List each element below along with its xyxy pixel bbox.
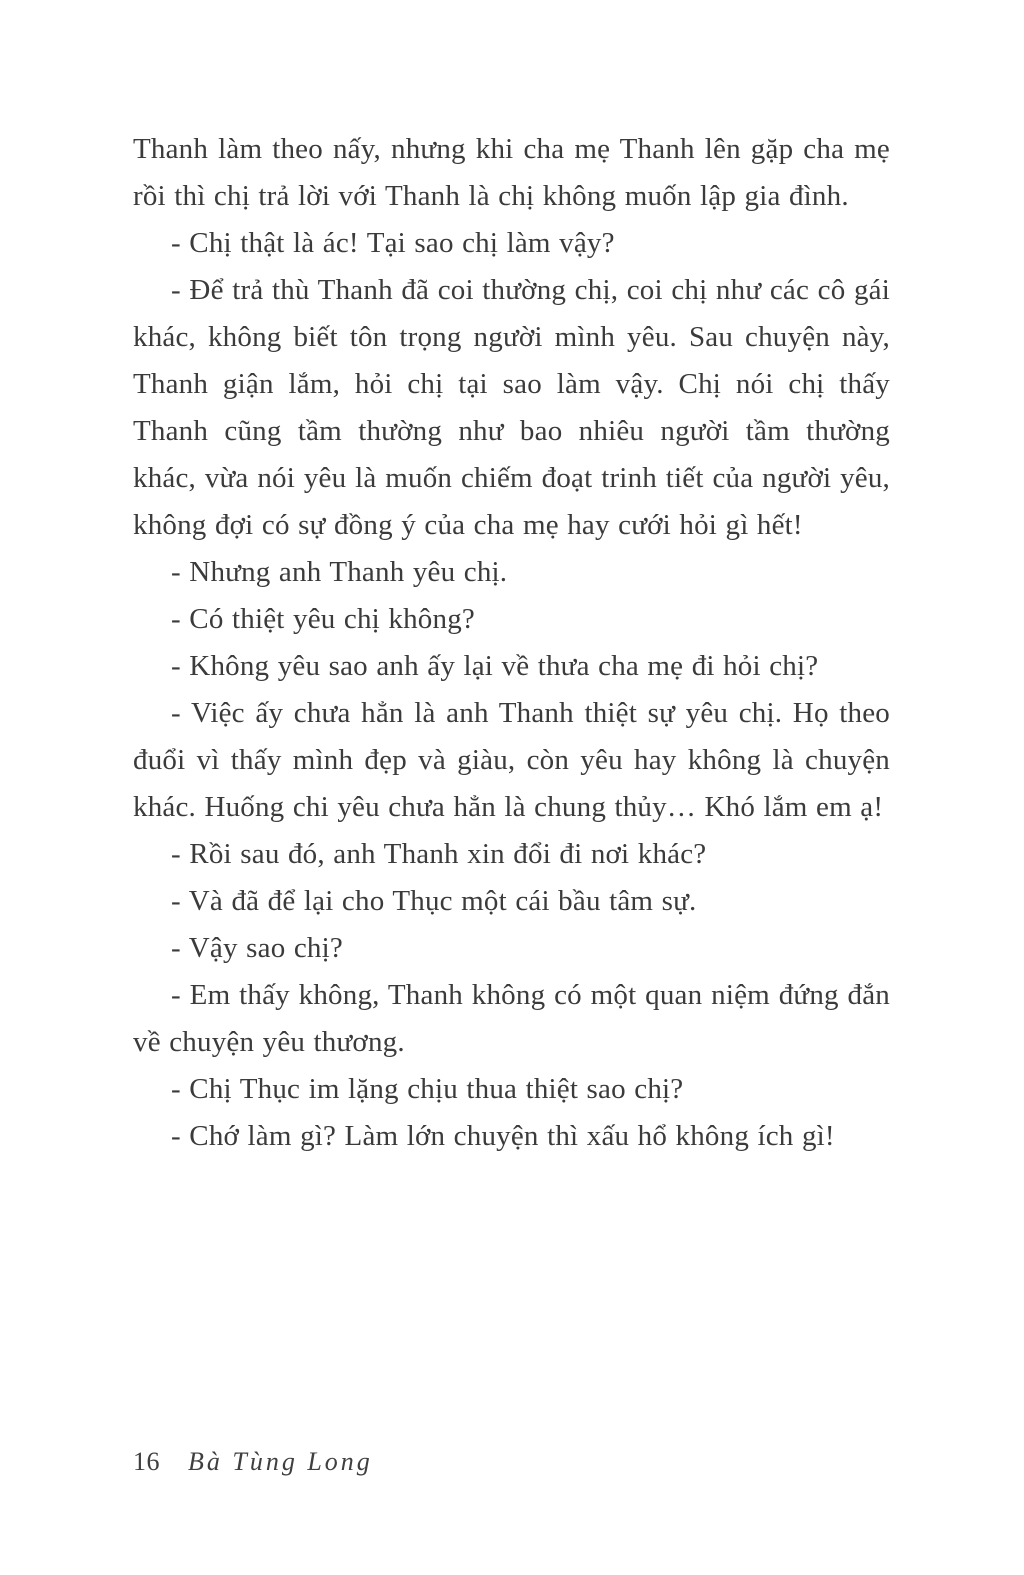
paragraph: - Chị thật là ác! Tại sao chị làm vậy?	[171, 227, 615, 259]
paragraph: - Rồi sau đó, anh Thanh xin đổi đi nơi khác?	[171, 838, 707, 870]
page-footer	[133, 1447, 373, 1477]
paragraph: - Việc ấy chưa hẳn là anh Thanh thiệt sự yêu chị. Họ theo đuổi vì thấy mình đẹp và giàu, còn yêu hay không là chuyện khác. Huống chi yêu chưa hẳn là chung thủy… Khó lắm em ạ!	[133, 697, 890, 823]
paragraph: - Chị Thục im lặng chịu thua thiệt sao chị?	[171, 1073, 684, 1105]
paragraph: - Vậy sao chị?	[171, 932, 343, 964]
footer-author: Bà Tùng Long	[188, 1447, 373, 1476]
page-number: 16	[133, 1447, 160, 1476]
paragraph: - Em thấy không, Thanh không có một quan niệm đứng đắn về chuyện yêu thương.	[133, 979, 890, 1058]
paragraph: - Có thiệt yêu chị không?	[171, 603, 475, 635]
paragraph: - Chớ làm gì? Làm lớn chuyện thì xấu hổ không ích gì!	[171, 1120, 835, 1152]
paragraph: - Không yêu sao anh ấy lại về thưa cha mẹ đi hỏi chị?	[171, 650, 819, 682]
paragraph: - Nhưng anh Thanh yêu chị.	[171, 556, 508, 588]
paragraph: - Để trả thù Thanh đã coi thường chị, coi chị như các cô gái khác, không biết tôn trọng người mình yêu. Sau chuyện này, Thanh giận lắm, hỏi chị tại sao làm vậy. Chị nói chị thấy Thanh cũng tầm thường như bao nhiêu người tầm thường khác, vừa nói yêu là muốn chiếm đoạt trinh tiết của người yêu, không đợi có sự đồng ý của cha mẹ hay cưới hỏi gì hết!	[133, 274, 890, 541]
paragraph: Thanh làm theo nấy, nhưng khi cha mẹ Thanh lên gặp cha mẹ rồi thì chị trả lời với Thanh là chị không muốn lập gia đình.	[133, 133, 890, 212]
paragraph: - Và đã để lại cho Thục một cái bầu tâm sự.	[171, 885, 697, 917]
page-text-block	[133, 126, 890, 1160]
